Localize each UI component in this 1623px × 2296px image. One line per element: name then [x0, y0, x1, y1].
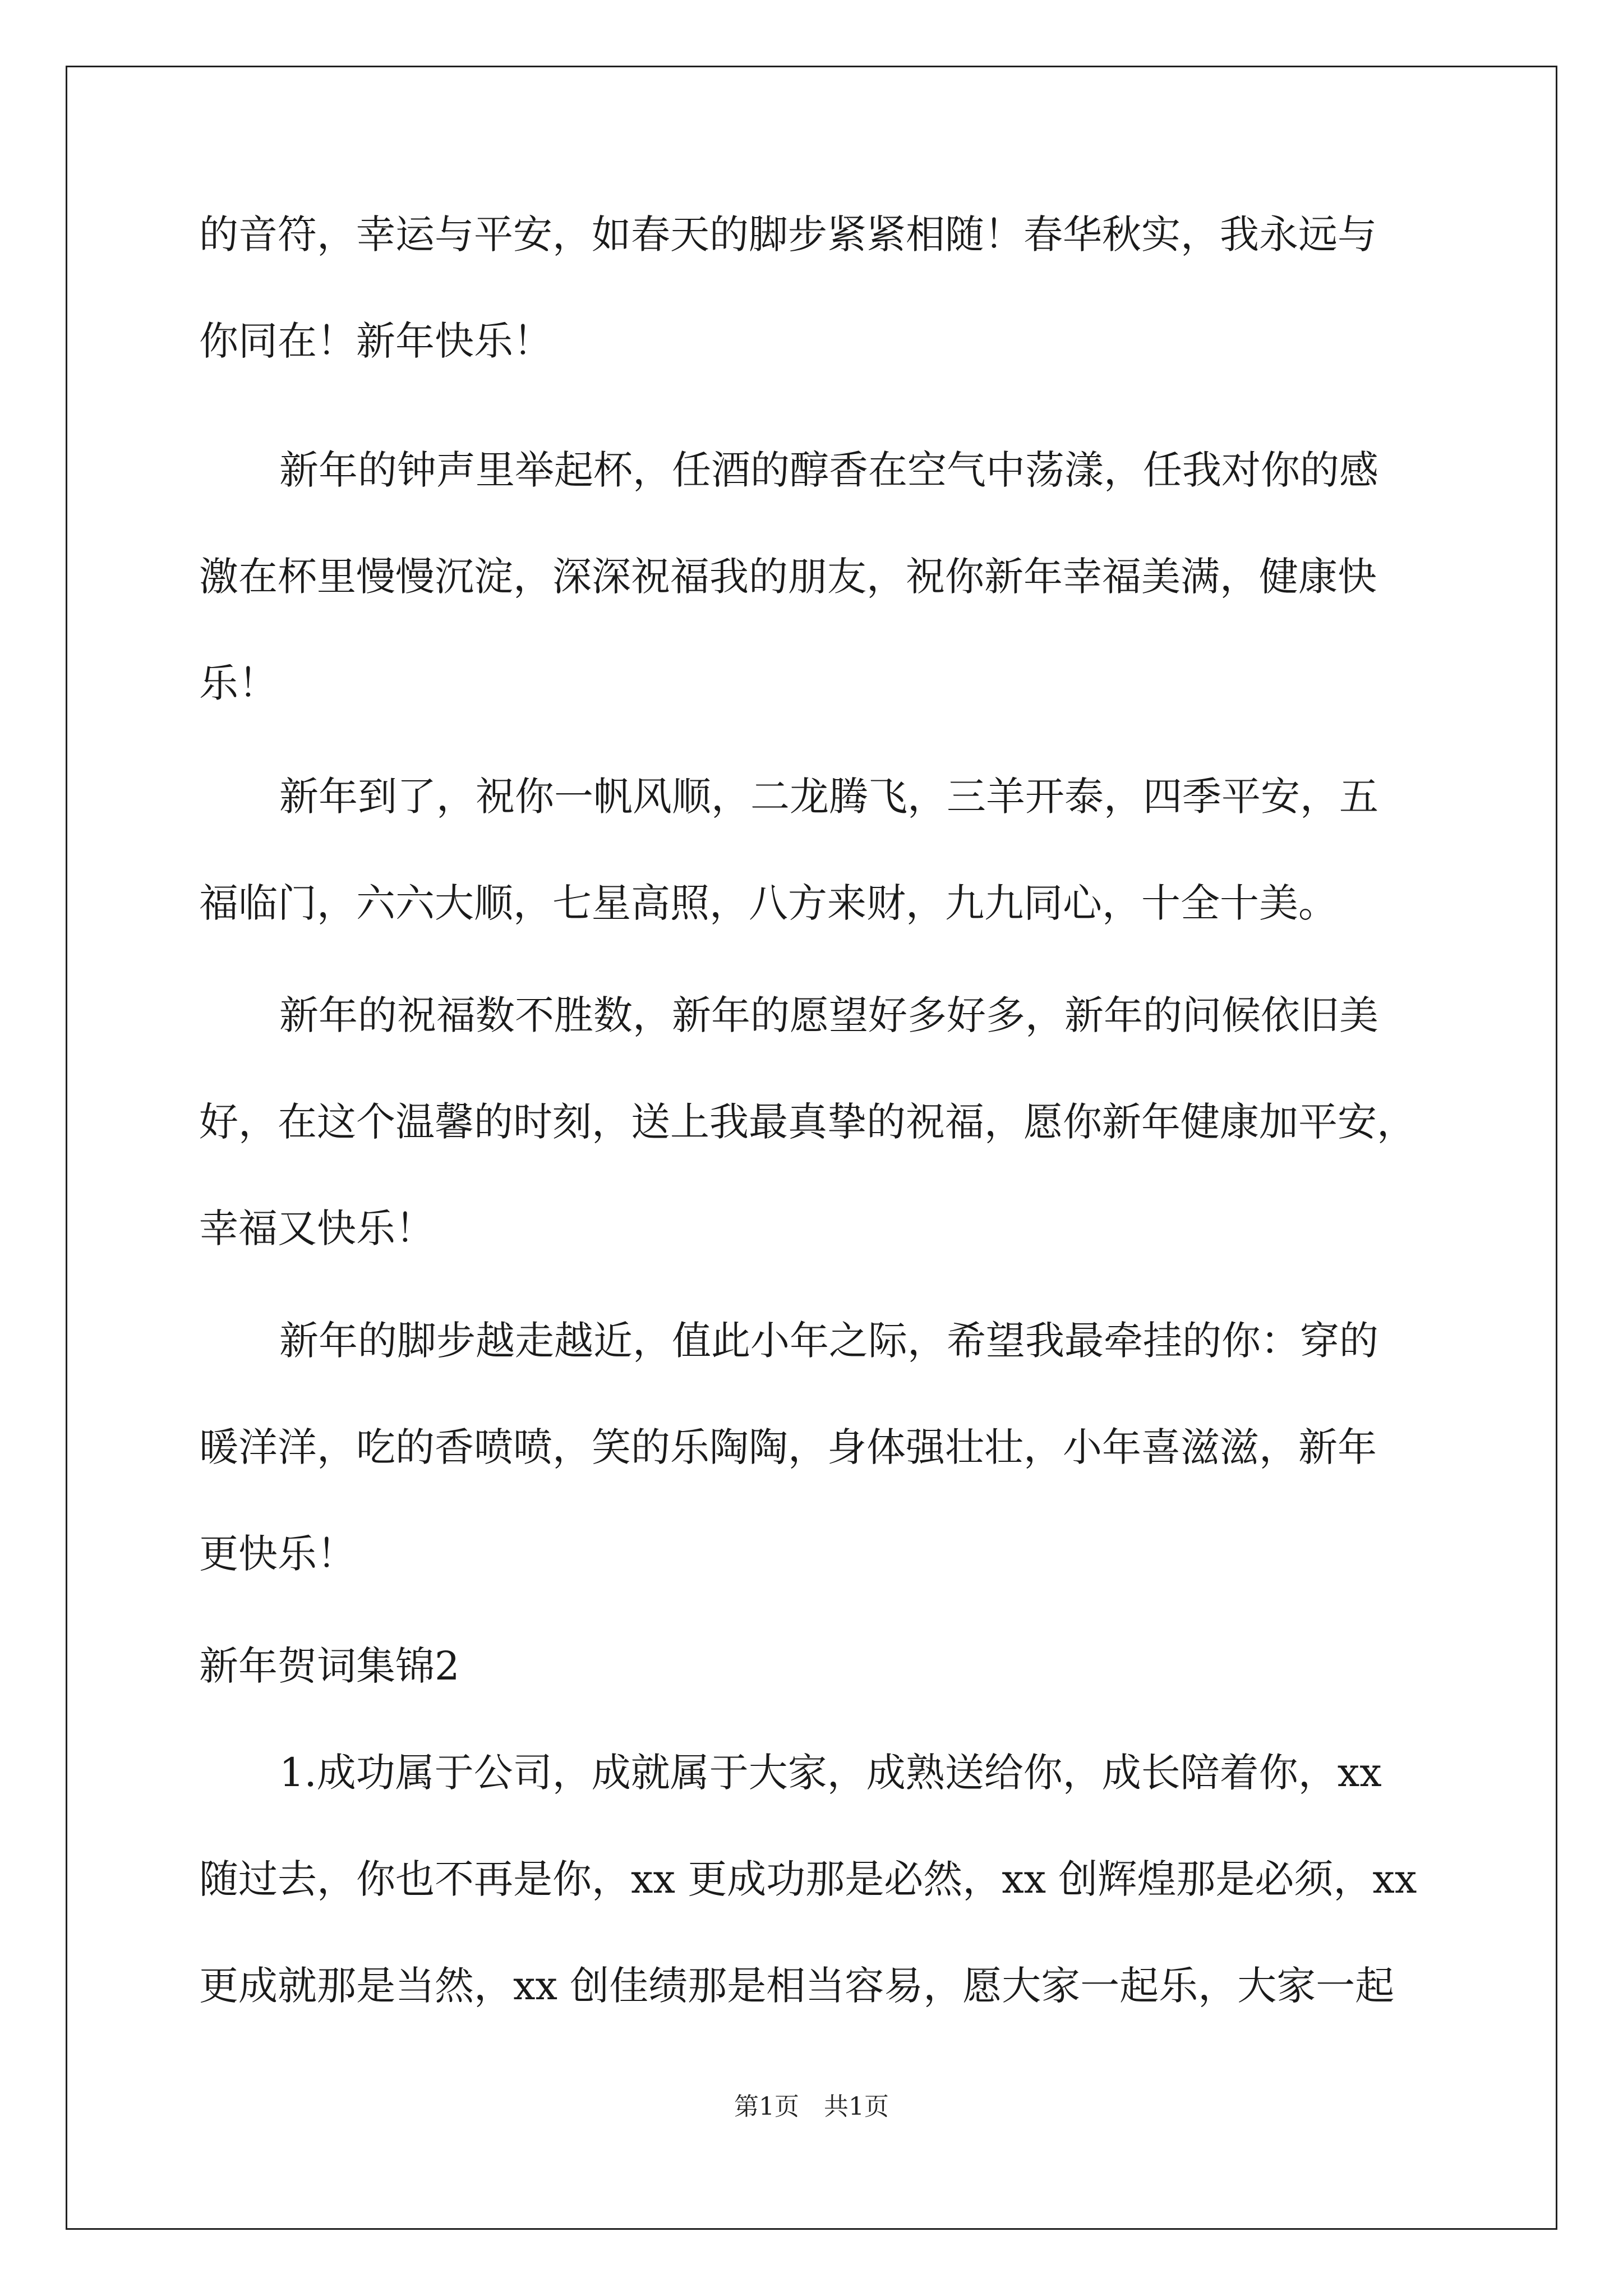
text-line: 更成就那是当然，xx 创佳绩那是相当容易，愿大家一起乐，大家一起: [199, 1963, 1395, 2009]
text-line: 激在杯里慢慢沉淀，深深祝福我的朋友，祝你新年幸福美满，健康快: [199, 554, 1377, 600]
paragraph-first-line: 新年的钟声里举起杯，任酒的醇香在空气中荡漾，任我对你的感: [279, 447, 1378, 493]
text-line: 幸福又快乐！: [199, 1205, 435, 1251]
paragraph-first-line: 新年到了，祝你一帆风顺，二龙腾飞，三羊开泰，四季平安，五: [279, 774, 1378, 820]
paragraph-first-line: 1.成功属于公司，成就属于大家，成熟送给你，成长陪着你，xx: [279, 1750, 1382, 1796]
text-line: 随过去，你也不再是你，xx 更成功那是必然，xx 创辉煌那是必须，xx: [199, 1856, 1417, 1902]
page-footer: 第1页 共1页: [734, 2092, 889, 2121]
text-line: 乐！: [199, 660, 278, 706]
text-line: 你同在！新年快乐！: [199, 318, 552, 364]
paragraph-first-line: 新年的脚步越走越近，值此小年之际，希望我最牵挂的你：穿的: [279, 1318, 1378, 1364]
text-line: 暖洋洋，吃的香喷喷，笑的乐陶陶，身体强壮壮，小年喜滋滋，新年: [199, 1424, 1377, 1470]
section-heading: 新年贺词集锦2: [199, 1643, 460, 1689]
text-line: 更快乐！: [199, 1531, 356, 1577]
text-line: 福临门，六六大顺，七星高照，八方来财，九九同心，十全十美。: [199, 880, 1338, 926]
text-line: 好，在这个温馨的时刻，送上我最真挚的祝福，愿你新年健康加平安，: [199, 1099, 1416, 1145]
text-line: 的音符，幸运与平安，如春天的脚步紧紧相随！春华秋实，我永远与: [199, 211, 1377, 257]
page-border: [66, 66, 1557, 2230]
paragraph-first-line: 新年的祝福数不胜数，新年的愿望好多好多，新年的问候依旧美: [279, 992, 1378, 1038]
